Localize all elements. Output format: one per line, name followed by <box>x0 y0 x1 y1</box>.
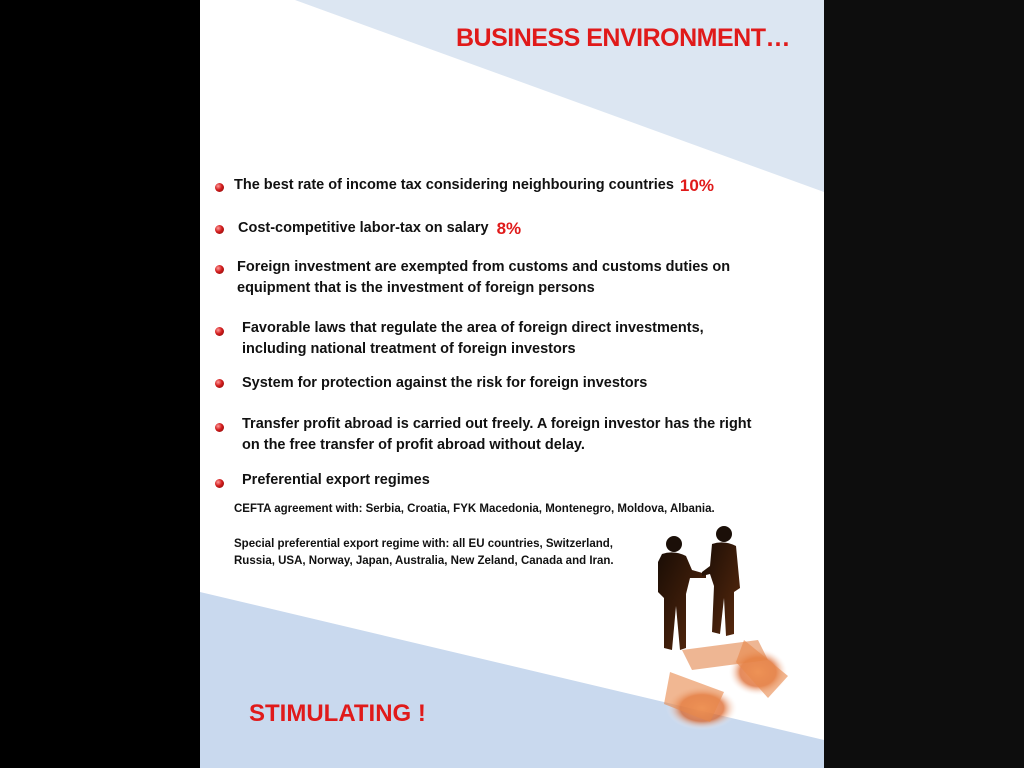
bullet-dot-icon <box>215 183 224 192</box>
special-regime-line: Special preferential export regime with: all EU countries, Switzerland, <box>234 538 613 550</box>
slide <box>200 0 824 768</box>
cefta-text: CEFTA agreement with: Serbia, Croatia, FYK Macedonia, Montenegro, Moldova, Albania. <box>234 503 715 515</box>
bullet-text: System for protection against the risk for foreign investors <box>242 375 648 391</box>
bullet-dot-icon <box>215 479 224 488</box>
stimulating-caption: STIMULATING ! <box>249 700 426 727</box>
bullet-text-line: including national treatment of foreign investors <box>242 341 576 357</box>
bullet-customs-exemption <box>237 257 797 299</box>
bullet-text-line: Foreign investment are exempted from customs and customs duties on <box>237 259 731 275</box>
bullet-labor-tax <box>238 218 778 239</box>
bullet-text: Preferential export regimes <box>242 472 430 488</box>
bullet-income-tax <box>234 175 794 196</box>
slide-title: BUSINESS ENVIRONMENT… <box>456 24 790 52</box>
bullet-export-regimes <box>242 470 642 491</box>
bullet-text-line: Transfer profit abroad is carried out freely. A foreign investor has the right <box>242 416 752 432</box>
handshake-silhouette-image <box>640 522 800 738</box>
bullet-text-line: equipment that is the investment of foreign persons <box>237 280 595 296</box>
income-tax-rate: 10% <box>679 176 714 195</box>
special-regime-text <box>234 536 654 570</box>
bullet-text: Cost-competitive labor-tax on salary <box>238 220 489 236</box>
right-letterbox <box>824 0 1024 768</box>
left-letterbox <box>0 0 200 768</box>
labor-tax-rate: 8% <box>496 219 522 238</box>
bullet-dot-icon <box>215 423 224 432</box>
bullet-dot-icon <box>215 379 224 388</box>
bullet-text: The best rate of income tax considering neighbouring countries <box>234 177 674 193</box>
bullet-profit-transfer <box>242 414 812 456</box>
bullet-text-line: on the free transfer of profit abroad without delay. <box>242 437 585 453</box>
bullet-text-line: Favorable laws that regulate the area of foreign direct investments, <box>242 320 704 336</box>
bullet-dot-icon <box>215 225 224 234</box>
special-regime-line: Russia, USA, Norway, Japan, Australia, New Zeland, Canada and Iran. <box>234 555 614 567</box>
bullet-dot-icon <box>215 327 224 336</box>
bullet-favorable-laws <box>242 318 802 360</box>
bullet-risk-protection <box>242 373 802 394</box>
bullet-dot-icon <box>215 265 224 274</box>
